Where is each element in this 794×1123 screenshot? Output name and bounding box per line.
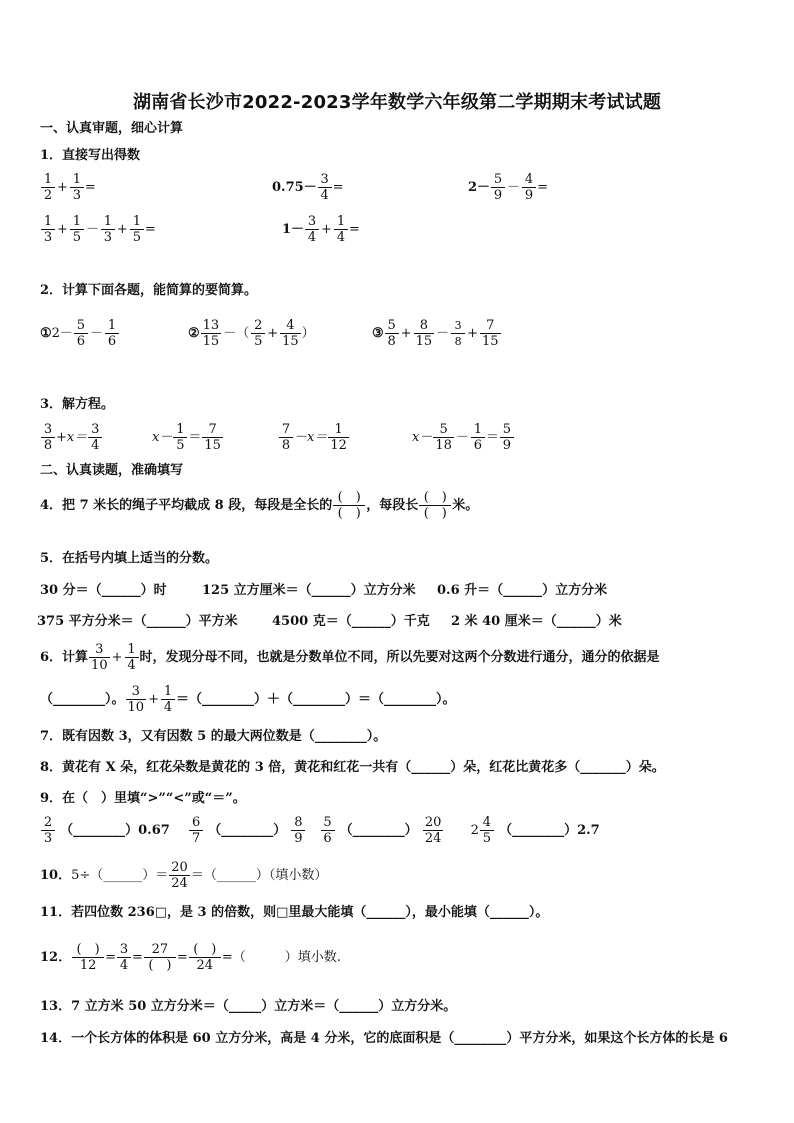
q5-item: 30 分＝（______）时 <box>40 583 167 598</box>
question-12: 12． $\frac{( )}{12}$ = $\frac{3}{4}$ = $\frac{27}{( )}$ = $\frac{( )}{24}$ =（ ）填小数. <box>40 942 341 973</box>
fraction: $\frac{3}{8}$ <box>41 422 55 453</box>
answer-blank-fraction[interactable]: $\frac{( )}{( )}$ <box>333 490 365 521</box>
fraction: $\frac{5}{9}$ <box>491 172 505 203</box>
question-4: 4．把 7 米长的绳子平均截成 8 段，每段是全长的 $\frac{( )}{( )}$ ，每段长 $\frac{( )}{( )}$ 米。 <box>40 490 479 521</box>
q1-expression-5: 1－ $\frac{3}{4}$ + $\frac{1}{4}$ = <box>282 214 360 245</box>
fraction: $\frac{4}{9}$ <box>522 172 536 203</box>
fraction: $\frac{3}{4}$ <box>318 172 332 203</box>
fraction: $\frac{3}{8}$ <box>451 318 465 349</box>
question-6-line-1: 6．计算 $\frac{3}{10}$ + $\frac{1}{4}$ 时，发现分母不同，也就是分数单位不同，所以先要对这两个分数进行通分，通分的依据是 <box>40 642 660 673</box>
page-title: 湖南省长沙市2022-2023学年数学六年级第二学期期末考试试题 <box>132 92 662 113</box>
fraction: $\frac{1}{2}$ <box>41 172 55 203</box>
answer-blank-fraction[interactable]: $\frac{( )}{24}$ <box>189 942 221 973</box>
question-3-label: 3．解方程。 <box>40 397 115 412</box>
question-10: 10．5÷（______）＝ $\frac{20}{24}$ ＝（______）（填小数） <box>40 860 328 891</box>
fraction: $\frac{5}{6}$ <box>74 318 88 349</box>
fraction: $\frac{8}{9}$ <box>291 815 305 846</box>
q5-item: 2 米 40 厘米＝（______）米 <box>451 614 622 629</box>
fraction: $\frac{5}{8}$ <box>385 318 399 349</box>
fraction: $\frac{3}{4}$ <box>88 422 102 453</box>
q3-equation-1: $\frac{3}{8}$ +x＝ $\frac{3}{4}$ <box>40 422 103 453</box>
fraction: $\frac{3}{10}$ <box>91 642 108 673</box>
fraction: $\frac{5}{9}$ <box>500 422 514 453</box>
question-13: 13．7 立方米 50 立方分米＝（_____）立方米＝（______）立方分米。 <box>40 999 457 1014</box>
fraction: $\frac{1}{3}$ <box>101 214 115 245</box>
section-heading-2: 二、认真读题，准确填写 <box>40 463 184 478</box>
question-14: 14．一个长方体的体积是 60 立方分米，高是 4 分米，它的底面积是（________）平方分米，如果这个长方体的长是 6 <box>40 1031 728 1046</box>
fraction: $\frac{3}{4}$ <box>117 942 131 973</box>
fraction: $\frac{6}{7}$ <box>189 815 203 846</box>
q2-problem-3: ③ $\frac{5}{8}$ + $\frac{8}{15}$ － $\frac{3}{8}$ + $\frac{7}{15}$ <box>372 318 499 349</box>
q1-expression-3: 2－ $\frac{5}{9}$ － $\frac{4}{9}$ = <box>468 172 548 203</box>
fraction: $\frac{1}{4}$ <box>161 684 175 715</box>
fraction: $\frac{8}{15}$ <box>415 318 433 349</box>
answer-blank-fraction[interactable]: $\frac{( )}{( )}$ <box>419 490 451 521</box>
question-8: 8．黄花有 X 朵，红花朵数是黄花的 3 倍，黄花和红花一共有（______）朵，红花比黄花多（_______）朵。 <box>40 760 665 775</box>
q3-equation-3: $\frac{7}{8}$ －x＝ $\frac{1}{12}$ <box>278 422 350 453</box>
q9-comparisons: $\frac{2}{3}$ （________）0.67 $\frac{6}{7}$ （________） $\frac{8}{9}$ $\frac{5}{6}$ （________） $\frac{20}{24}$ 2 $\frac{4}{5}$ （________）2.7 <box>40 815 600 846</box>
fraction: $\frac{5}{6}$ <box>321 815 335 846</box>
fraction: $\frac{20}{24}$ <box>171 860 188 891</box>
section-heading-1: 一、认真审题，细心计算 <box>40 121 184 136</box>
q3-equation-4: x－ $\frac{5}{18}$ － $\frac{1}{6}$ ＝ $\frac{5}{9}$ <box>412 422 515 453</box>
fraction: $\frac{1}{5}$ <box>70 214 84 245</box>
fraction: $\frac{2}{5}$ <box>251 318 265 349</box>
fraction: $\frac{20}{24}$ <box>424 815 442 846</box>
fraction: $\frac{4}{5}$ <box>480 815 494 846</box>
fraction: $\frac{3}{4}$ <box>305 214 319 245</box>
fraction: $\frac{1}{3}$ <box>41 214 55 245</box>
question-1-label: 1．直接写出得数 <box>40 148 141 163</box>
question-9-label: 9．在（ ）里填“>”“<”或“＝”。 <box>40 791 246 806</box>
question-7: 7．既有因数 3，又有因数 5 的最大两位数是（________）。 <box>40 729 387 744</box>
answer-blank-fraction[interactable]: $\frac{( )}{12}$ <box>72 942 104 973</box>
q5-item: 375 平方分米＝（______）平方米 <box>37 614 238 629</box>
q5-item: 125 立方厘米＝（______）立方分米 <box>202 583 416 598</box>
fraction: $\frac{3}{10}$ <box>127 684 145 715</box>
fraction: $\frac{1}{3}$ <box>70 172 84 203</box>
fraction: $\frac{7}{15}$ <box>204 422 221 453</box>
fraction: $\frac{1}{5}$ <box>173 422 187 453</box>
q3-equation-2: x－ $\frac{1}{5}$ ＝ $\frac{7}{15}$ <box>152 422 221 453</box>
fraction: $\frac{2}{3}$ <box>41 815 55 846</box>
q2-problem-1: ①2－ $\frac{5}{6}$ － $\frac{1}{6}$ <box>40 318 120 349</box>
question-2-label: 2．计算下面各题，能简算的要简算。 <box>40 283 258 298</box>
answer-blank-fraction[interactable]: $\frac{27}{( )}$ <box>144 942 176 973</box>
q1-expression-2: 0.75－ $\frac{3}{4}$ = <box>272 172 344 203</box>
q2-problem-2: ② $\frac{13}{15}$ －（ $\frac{2}{5}$ + $\frac{4}{15}$ ） <box>188 318 315 349</box>
fraction: $\frac{1}{4}$ <box>334 214 348 245</box>
question-6-line-2: （________）。 $\frac{3}{10}$ + $\frac{1}{4}$ ＝（________）＋（________）＝（________）。 <box>40 684 456 715</box>
fraction: $\frac{4}{15}$ <box>282 318 299 349</box>
q5-item: 4500 克＝（______）千克 <box>272 614 430 629</box>
q5-item: 0.6 升＝（______）立方分米 <box>437 583 608 598</box>
fraction: $\frac{1}{6}$ <box>471 422 485 453</box>
question-11: 11．若四位数 236□，是 3 的倍数，则□里最大能填（______），最小能填（______）。 <box>40 905 549 920</box>
fraction: $\frac{7}{8}$ <box>279 422 293 453</box>
fraction: $\frac{1}{6}$ <box>105 318 119 349</box>
fraction: $\frac{7}{15}$ <box>482 318 499 349</box>
q1-expression-4: $\frac{1}{3}$ + $\frac{1}{5}$ － $\frac{1}{3}$ + $\frac{1}{5}$ = <box>40 214 156 245</box>
fraction: $\frac{1}{12}$ <box>330 422 347 453</box>
fraction: $\frac{5}{18}$ <box>435 422 452 453</box>
fraction: $\frac{1}{4}$ <box>125 642 139 673</box>
fraction: $\frac{13}{15}$ <box>202 318 220 349</box>
question-5-label: 5．在括号内填上适当的分数。 <box>40 551 219 566</box>
q1-expression-1: $\frac{1}{2}$ + $\frac{1}{3}$ = <box>40 172 96 203</box>
fraction: $\frac{1}{5}$ <box>130 214 144 245</box>
